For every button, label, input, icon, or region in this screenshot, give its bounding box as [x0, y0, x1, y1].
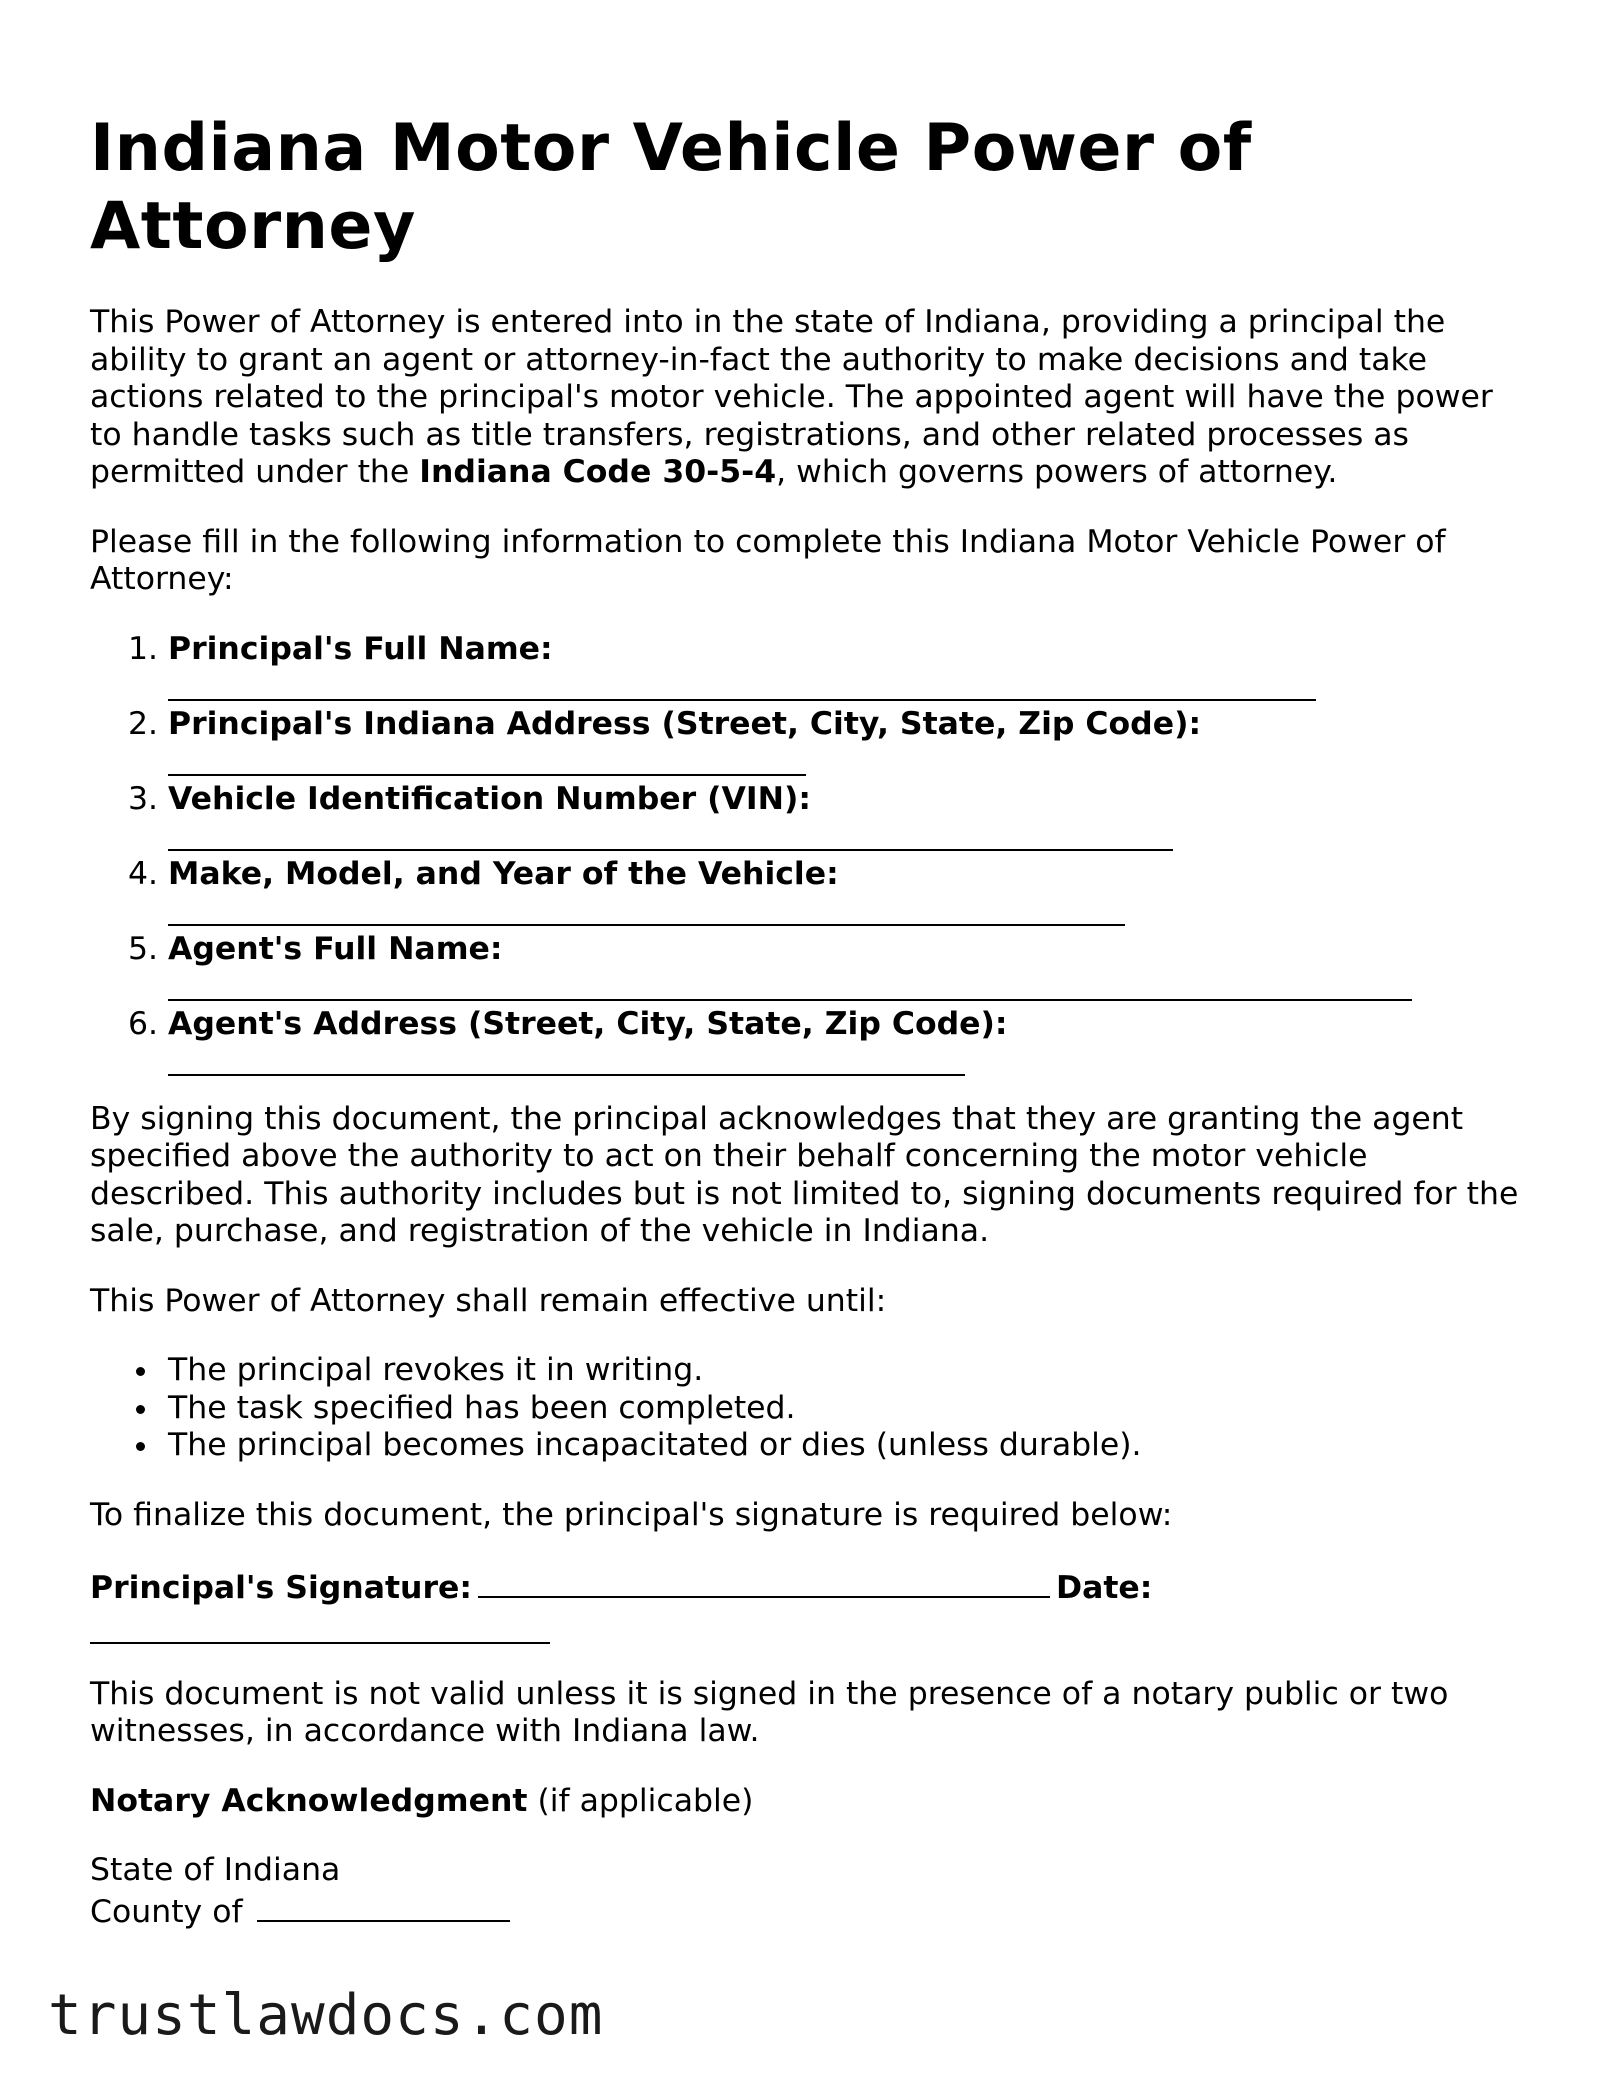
validity-notice: This document is not valid unless it is signed in the presence of a notary public or two witnesses, in accordance with Indiana law.: [90, 1675, 1449, 1749]
document-page: [90, 110, 1530, 1931]
field-agent-name: [90, 931, 1530, 1006]
field-number: 2.: [128, 705, 159, 742]
field-number: 4.: [128, 855, 159, 892]
indiana-code-reference: Indiana Code 30-5-4: [419, 454, 777, 490]
agent-name-blank[interactable]: [168, 965, 1412, 1001]
signature-blank[interactable]: [478, 1566, 1050, 1598]
condition-item: [90, 1352, 1530, 1390]
document-title: Indiana Motor Vehicle Power of Attorney: [90, 111, 1252, 264]
field-agent-address: [90, 1006, 1530, 1081]
field-number: 5.: [128, 930, 159, 967]
field-number: 3.: [128, 780, 159, 817]
agent-address-blank[interactable]: [168, 1040, 965, 1076]
condition-text: The principal revokes it in writing.: [168, 1352, 704, 1388]
condition-text: The task specified has been completed.: [168, 1389, 796, 1426]
field-label: Principal's Indiana Address (Street, City, State, Zip Code):: [168, 705, 1202, 742]
finalize-text: To finalize this document, the principal's signature is required below:: [90, 1496, 1173, 1533]
field-label: Agent's Full Name:: [168, 930, 503, 967]
county-blank[interactable]: [257, 1890, 510, 1922]
field-label: Agent's Address (Street, City, State, Zip Code):: [168, 1005, 1008, 1042]
field-number: 6.: [128, 1005, 159, 1042]
bullet-icon: [136, 1405, 145, 1414]
notary-heading-line: [90, 1783, 1530, 1821]
bullet-icon: [136, 1442, 145, 1451]
signature-line: [90, 1566, 1530, 1644]
field-principal-name: [90, 631, 1530, 706]
intro-text-1: This Power of Attorney is entered into in the state of Indiana, providing a principal the ability to grant an agent or attorney-in-fact the authority to make decisions and take actions related to the principal's motor vehicle. The appointed agent will have the power to handle tasks such as title transfers, registrations, and other related processes as permitted under the: [90, 304, 1493, 490]
acknowledgment-paragraph: By signing this document, the principal acknowledges that they are granting the agent specified above the authority to act on their behalf concerning the motor vehicle described. This authority includes but is not limited to, signing documents required for the sale, purchase, and registration of the vehicle in Indiana.: [90, 1100, 1519, 1249]
conditions-list: [90, 1352, 1530, 1465]
county-label: County of: [90, 1893, 253, 1930]
bullet-icon: [136, 1367, 145, 1376]
state-line: State of Indiana: [90, 1852, 341, 1888]
date-label: Date:: [1055, 1570, 1153, 1606]
effective-intro: This Power of Attorney shall remain effective until:: [90, 1282, 887, 1319]
principal-address-blank[interactable]: [168, 740, 806, 776]
intro-text-2: , which governs powers of attorney.: [776, 454, 1338, 490]
make-model-year-blank[interactable]: [168, 890, 1125, 926]
field-label: Vehicle Identification Number (VIN):: [168, 780, 811, 817]
notary-note: (if applicable): [527, 1782, 754, 1819]
field-label: Principal's Full Name:: [168, 630, 553, 667]
field-label: Make, Model, and Year of the Vehicle:: [168, 855, 839, 892]
fill-instructions: Please fill in the following information to complete this Indiana Motor Vehicle Power of Attorney:: [90, 523, 1446, 597]
county-line: [90, 1890, 1530, 1932]
field-make-model-year: [90, 856, 1530, 931]
condition-text: The principal becomes incapacitated or dies (unless durable).: [168, 1427, 1142, 1463]
condition-item: [90, 1390, 1530, 1428]
field-vin: [90, 781, 1530, 856]
principal-name-blank[interactable]: [168, 665, 1316, 701]
signature-label: Principal's Signature:: [90, 1570, 472, 1606]
condition-item: [90, 1427, 1530, 1465]
intro-paragraph: [90, 304, 1530, 492]
vin-blank[interactable]: [168, 815, 1173, 851]
date-blank[interactable]: [90, 1606, 550, 1644]
field-principal-address: [90, 706, 1530, 781]
field-list: [90, 631, 1530, 1081]
site-watermark: trustlawdocs.com: [48, 1983, 604, 2048]
notary-heading: Notary Acknowledgment: [90, 1782, 528, 1819]
field-number: 1.: [128, 630, 159, 667]
